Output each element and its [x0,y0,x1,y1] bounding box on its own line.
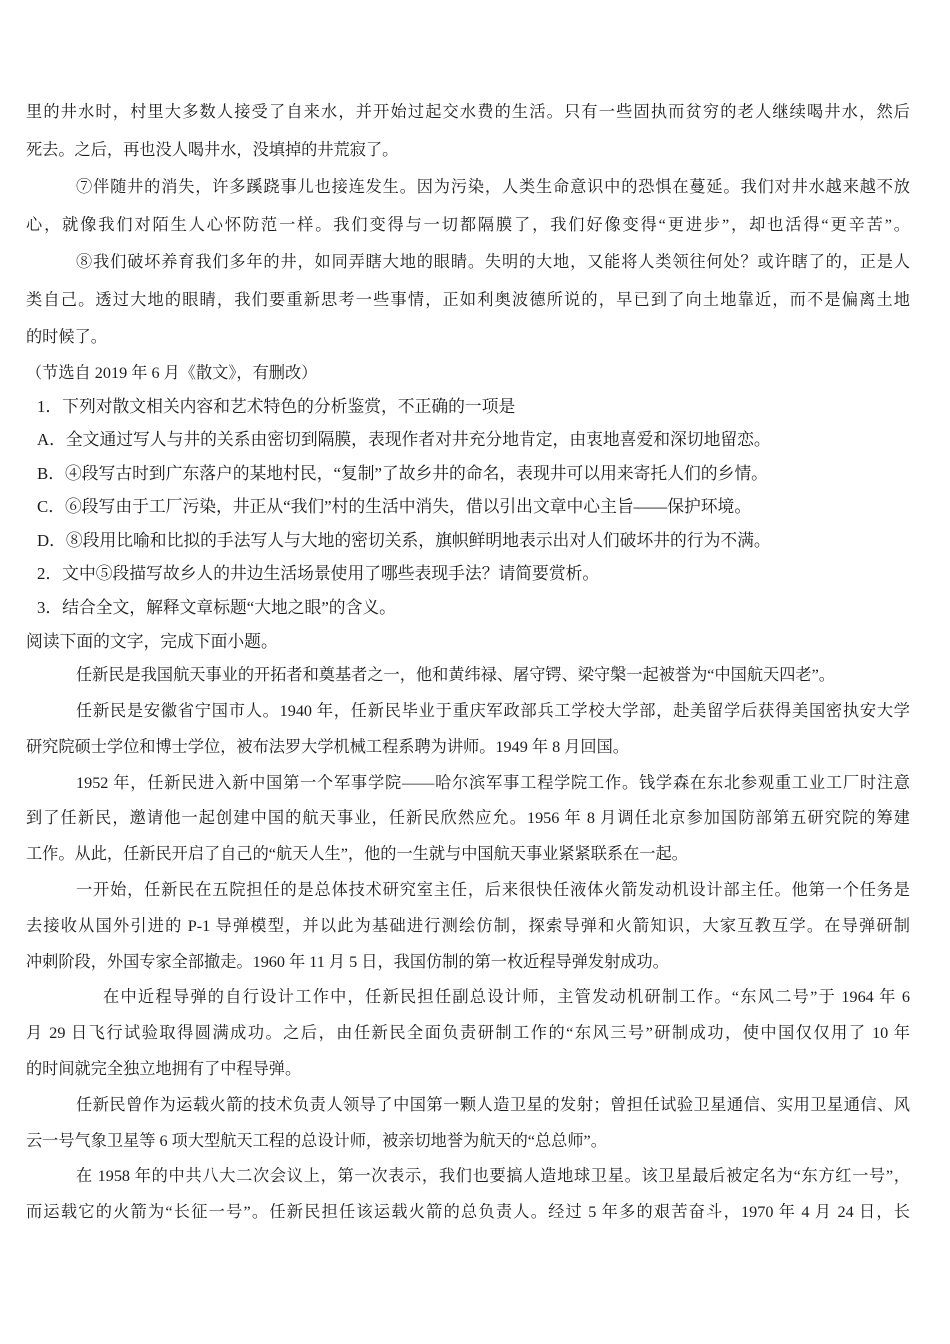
essay2-line: 而运载它的火箭为“长征一号”。任新民担任该运载火箭的总负责人。经过 5 年多的艰苦奋斗，1970 年 4 月 24 日，长 [26,1203,910,1222]
essay1-line: ⑦伴随井的消失，许多蹊跷事儿也接连发生。因为污染，人类生命意识中的恐惧在蔓延。我们对井水越来越不放 [76,178,910,196]
essay2-line: 去接收从国外引进的 P-1 导弹模型，并以此为基础进行测绘仿制，探索导弹和火箭知识，大家互教互学。在导弹研制 [26,916,910,935]
essay2-line: 任新民是安徽省宁国市人。1940 年，任新民毕业于重庆军政部兵工学校大学部，赴美留学后获得美国密执安大学 [76,702,910,721]
question-line: A．全文通过写人与井的关系由密切到隔膜，表现作者对井充分地肯定，由衷地喜爱和深切地留恋。 [37,430,771,450]
question-line: C．⑥段写由于工厂污染，井正从“我们”村的生活中消失，借以引出文章中心主旨——保护环境。 [37,497,752,517]
essay2-line: 在中近程导弹的自行设计工作中，任新民担任副总设计师，主管发动机研制工作。“东风二号”于 1964 年 6 [103,988,910,1007]
essay2-line: 研究院硕士学位和博士学位，被布法罗大学机械工程系聘为讲师。1949 年 8 月回国。 [26,737,629,756]
source-line: （节选自 2019 年 6 月《散文》，有删改） [26,363,318,382]
essay2-line: 在 1958 年的中共八大二次会议上，第一次表示，我们也要搞人造地球卫星。该卫星最后被定名为“东方红一号”， [76,1167,910,1186]
essay2-line: 冲刺阶段，外国专家全部撤走。1960 年 11 月 5 日，我国仿制的第一枚近程导弹发射成功。 [26,952,669,971]
essay1-line: ⑧我们破坏养育我们多年的井，如同弄瞎大地的眼睛。失明的大地，又能将人类领往何处？或许瞎了的，正是人 [76,253,910,271]
essay1-line: 的时候了。 [26,328,107,346]
essay1-line: 类自己。透过大地的眼睛，我们要重新思考一些事情，正如利奥波德所说的，早已到了向土地靠近，而不是偏离土地 [26,290,910,309]
question-line: 阅读下面的文字，完成下面小题。 [26,631,278,651]
document-body [26,0,910,1231]
essay2-line: 到了任新民，邀请他一起创建中国的航天事业，任新民欣然应允。1956 年 8 月调任北京参加国防部第五研究院的筹建 [26,809,910,828]
essay2-line: 云一号气象卫星等 6 项大型航天工程的总设计师，被亲切地誉为航天的“总总师”。 [26,1131,607,1150]
essay1-line: 心，就像我们对陌生人心怀防范一样。我们变得与一切都隔膜了，我们好像变得“更进步”，却也活得“更辛苦”。 [26,215,910,234]
question-line: 3．结合全文，解释文章标题“大地之眼”的含义。 [37,598,396,618]
essay2-line: 一开始，任新民在五院担任的是总体技术研究室主任，后来很快任液体火箭发动机设计部主任。他第一个任务是 [76,881,910,900]
question-line: D．⑧段用比喻和比拟的手法写人与大地的密切关系，旗帜鲜明地表示出对人们破坏井的行为不满。 [37,530,771,550]
essay2-line: 任新民曾作为运载火箭的技术负责人领导了中国第一颗人造卫星的发射；曾担任试验卫星通信、实用卫星通信、风 [76,1095,910,1114]
essay2-line: 1952 年，任新民进入新中国第一个军事学院——哈尔滨军事工程学院工作。钱学森在东北参观重工业工厂时注意 [76,773,910,792]
essay2-line: 的时间就完全独立地拥有了中程导弹。 [26,1060,302,1079]
question-line: 2．文中⑤段描写故乡人的井边生活场景使用了哪些表现手法？请简要赏析。 [37,564,600,584]
essay2-line: 任新民是我国航天事业的开拓者和奠基者之一，他和黄纬禄、屠守锷、梁守槃一起被誉为“中国航天四老”。 [76,666,835,685]
essay1-line: 死去。之后，再也没人喝井水，没填掉的井荒寂了。 [26,140,399,159]
essay2-line: 工作。从此，任新民开启了自己的“航天人生”，他的一生就与中国航天事业紧紧联系在一起。 [26,845,688,864]
essay1-line: 里的井水时，村里大多数人接受了自来水，并开始过起交水费的生活。只有一些固执而贫穷的老人继续喝井水，然后 [26,103,910,121]
question-line: 1．下列对散文相关内容和艺术特色的分析鉴赏，不正确的一项是 [37,396,516,416]
question-line: B．④段写古时到广东落户的某地村民，“复制”了故乡井的命名，表现井可以用来寄托人们的乡情。 [37,463,768,483]
essay2-line: 月 29 日飞行试验取得圆满成功。之后，由任新民全面负责研制工作的“东风三号”研制成功，使中国仅仅用了 10 年 [26,1024,910,1043]
